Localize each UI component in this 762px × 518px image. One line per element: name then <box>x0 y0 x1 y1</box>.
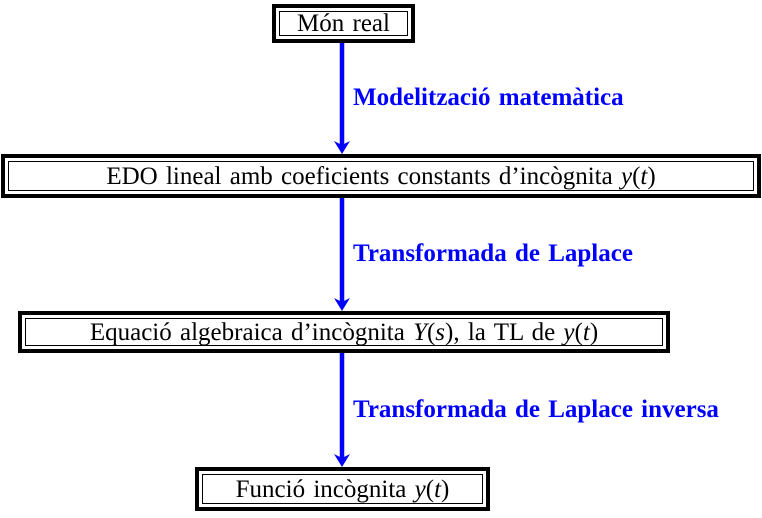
box-equacio-text-1: Y <box>413 318 427 346</box>
arrow-label-transformada: Transformada de Laplace <box>353 240 633 267</box>
box-mon-real-inner <box>279 11 408 36</box>
box-equacio-text-4: ) <box>445 318 454 346</box>
box-equacio-text-3: s <box>435 318 446 346</box>
box-edo-text-4: ) <box>647 162 656 190</box>
box-funcio-text-0: Funció incògnita <box>235 475 415 503</box>
box-equacio-algebraica-inner <box>25 318 663 346</box>
down-arrow-transformada <box>334 198 350 311</box>
box-mon-real-text: Món real <box>297 10 390 37</box>
box-equacio-text-9: ) <box>589 318 599 346</box>
down-arrow-transformada-inversa <box>334 353 350 467</box>
box-edo-lineal-inner <box>8 161 754 191</box>
box-funcio-incognita <box>195 467 490 511</box>
box-equacio-text-2: ( <box>426 318 436 346</box>
box-edo-text-1: y <box>620 162 633 190</box>
box-funcio-text-2: ( <box>425 475 435 503</box>
arrow-label-modelitzacio: Modelització matemàtica <box>353 84 624 111</box>
arrow-label-transformada-inversa: Transformada de Laplace inversa <box>353 396 719 423</box>
box-equacio-text-8: t <box>582 318 590 346</box>
box-equacio-algebraica <box>18 311 670 353</box>
box-edo-text-0: EDO lineal amb coeficients constants d’incògnita <box>106 162 621 190</box>
box-edo-text-3: t <box>640 162 648 190</box>
box-funcio-incognita-inner <box>202 474 483 504</box>
box-equacio-text-6: y <box>563 318 575 346</box>
box-equacio-text-7: ( <box>574 318 583 346</box>
box-edo-text-2: ( <box>632 162 641 190</box>
box-equacio-text-5: , la TL de <box>453 318 564 346</box>
box-funcio-text-1: y <box>414 475 426 503</box>
down-arrow-modelitzacio <box>334 43 350 154</box>
box-equacio-text-0: Equació algebraica d’incògnita <box>89 318 414 346</box>
box-funcio-text-4: ) <box>441 475 450 503</box>
box-mon-real <box>272 4 415 43</box>
box-edo-lineal <box>1 154 761 198</box>
box-funcio-text-3: t <box>434 475 442 503</box>
